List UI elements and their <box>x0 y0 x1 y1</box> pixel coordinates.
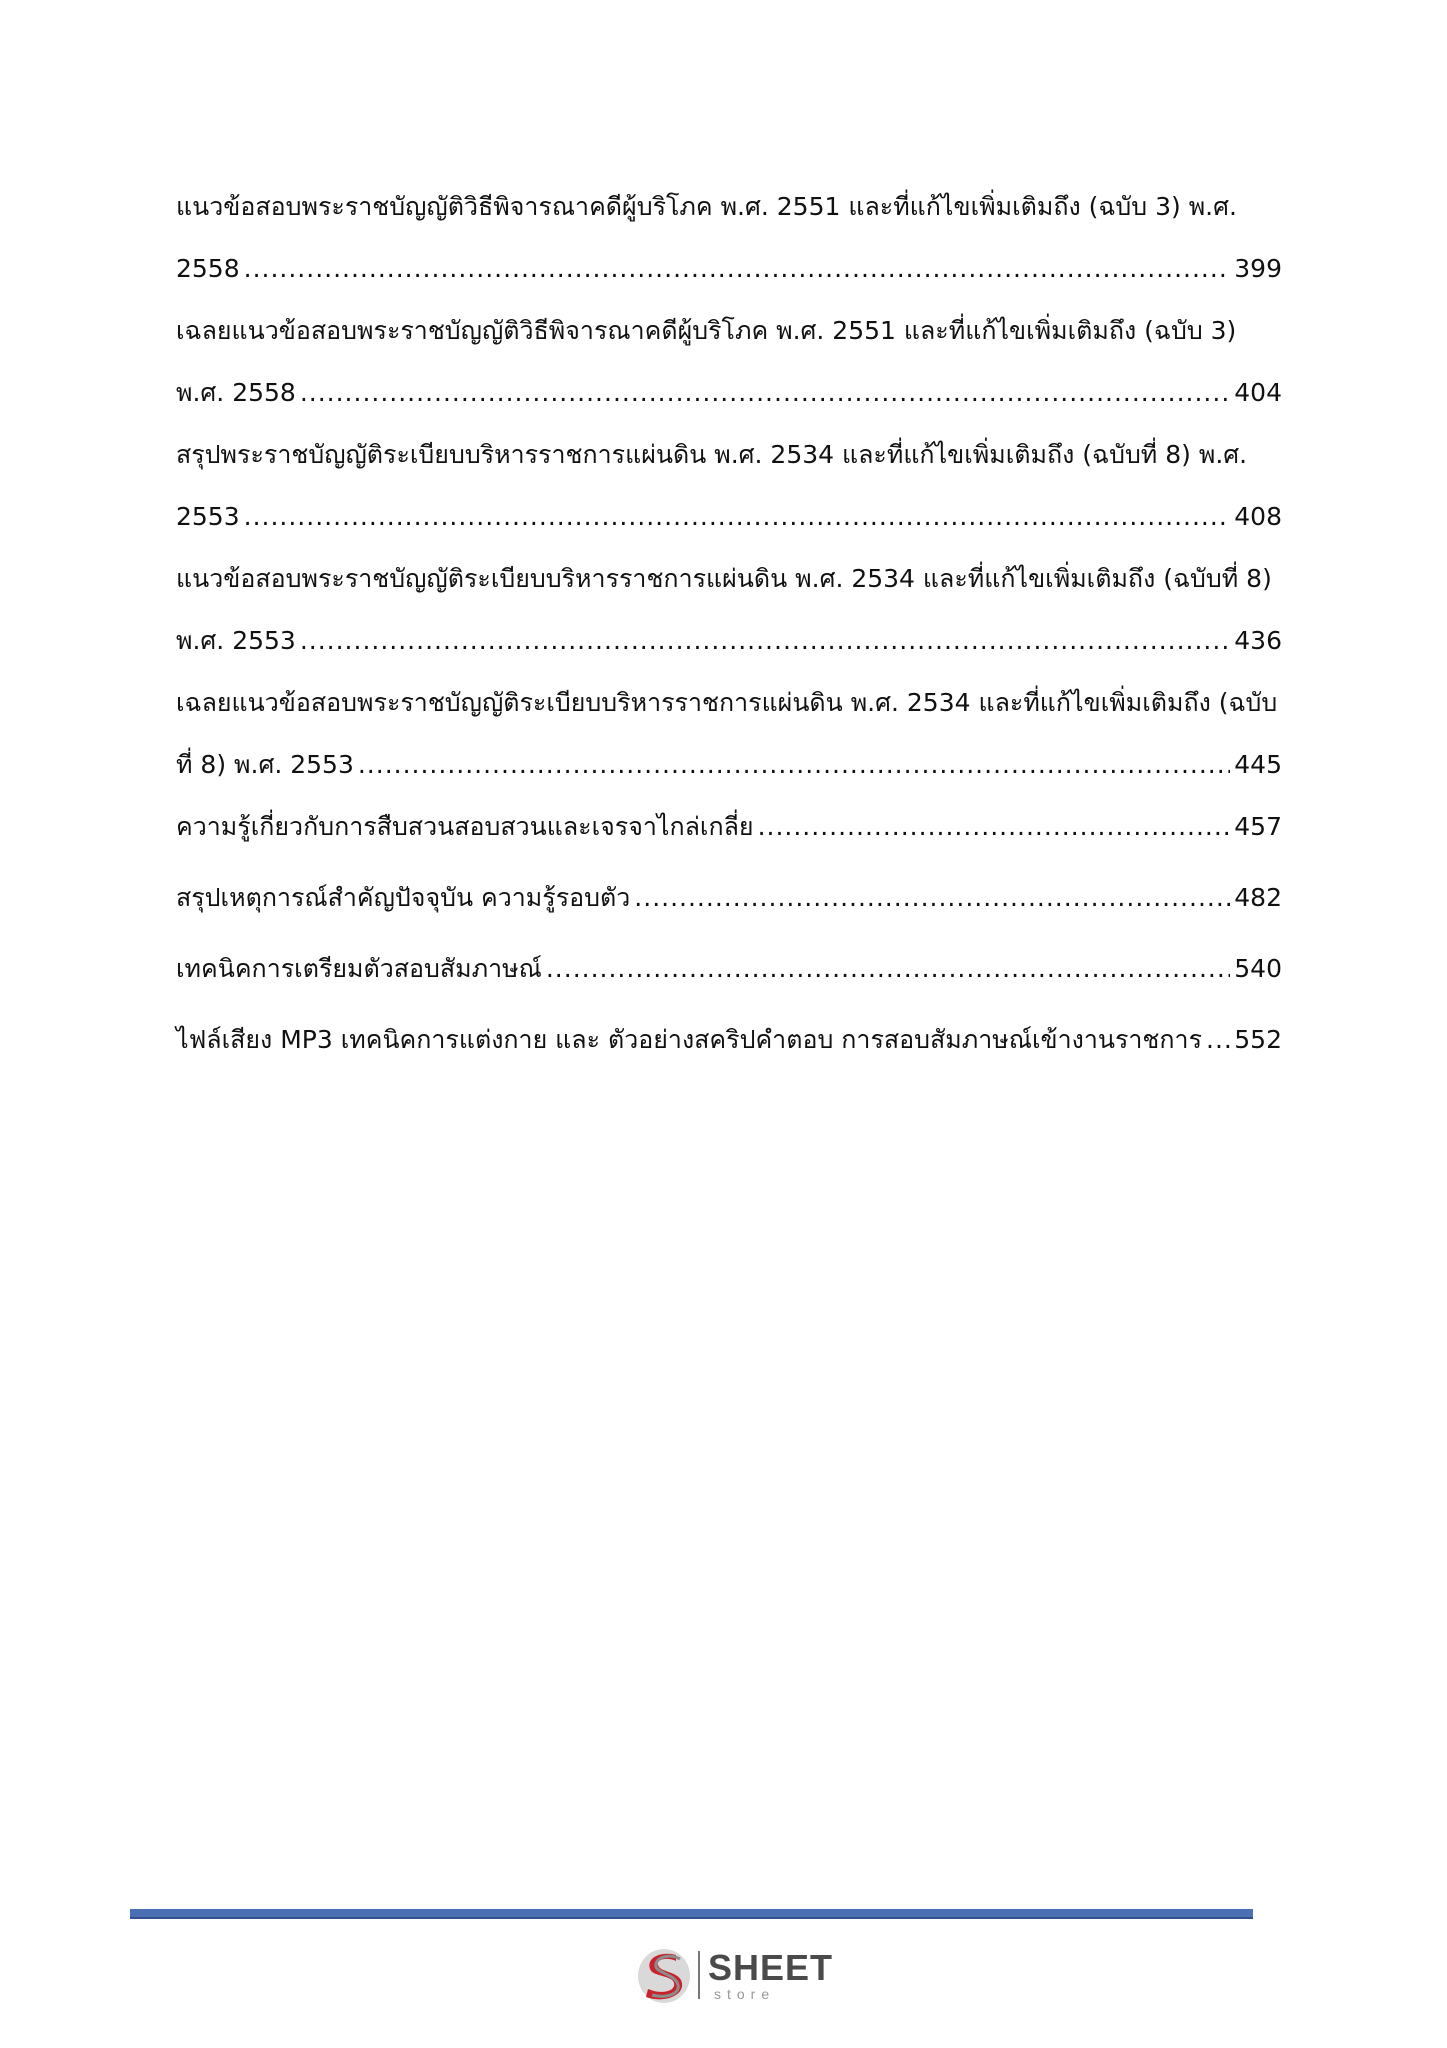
dot-leader <box>244 486 1231 548</box>
dot-leader <box>1206 1009 1230 1071</box>
dot-leader <box>634 867 1230 929</box>
logo-subtitle: store <box>714 1985 776 2002</box>
toc-entry-title-row <box>176 1009 1282 1071</box>
toc-entry-title-line2: พ.ศ. 2553 <box>176 626 296 655</box>
toc-entry-page-number: 445 <box>1234 750 1282 779</box>
toc-entry-title-line2-row <box>176 362 1282 424</box>
sheet-store-logo-icon <box>636 1945 692 2005</box>
toc-entry-page-number: 540 <box>1234 954 1282 983</box>
toc-entry[interactable] <box>176 796 1282 858</box>
sheet-store-logo <box>636 1943 836 2007</box>
toc-entry[interactable] <box>176 424 1282 548</box>
toc-entry-title-line1: แนวข้อสอบพระราชบัญญัติวิธีพิจารณาคดีผู้บริโภค พ.ศ. 2551 และที่แก้ไขเพิ่มเติมถึง (ฉบับ 3) พ.ศ. <box>176 192 1237 221</box>
toc-entry-page-number: 482 <box>1234 883 1282 912</box>
toc-entry-page-number: 404 <box>1234 378 1282 407</box>
dot-leader <box>300 362 1230 424</box>
toc-entry-title: ความรู้เกี่ยวกับการสืบสวนสอบสวนและเจรจาไกล่เกลี่ย <box>176 812 754 841</box>
toc-entry-title: ไฟล์เสียง MP3 เทคนิคการแต่งกาย และ ตัวอย่างสคริปคำตอบ การสอบสัมภาษณ์เข้างานราชการ <box>176 1025 1203 1054</box>
logo-separator <box>698 1951 700 1999</box>
toc-entry-title-line2: ที่ 8) พ.ศ. 2553 <box>176 750 354 779</box>
toc-entry[interactable] <box>176 672 1282 796</box>
table-of-contents <box>176 176 1282 1080</box>
toc-entry[interactable] <box>176 176 1282 300</box>
dot-leader <box>358 734 1230 796</box>
toc-entry[interactable] <box>176 867 1282 929</box>
toc-entry[interactable] <box>176 300 1282 424</box>
toc-entry-page-number: 436 <box>1234 626 1282 655</box>
toc-entry-title: เทคนิคการเตรียมตัวสอบสัมภาษณ์ <box>176 954 542 983</box>
toc-entry-page-number: 552 <box>1234 1025 1282 1054</box>
toc-entry-title-row <box>176 867 1282 929</box>
toc-entry-title-line2-row <box>176 238 1282 300</box>
logo-wordmark: SHEET <box>708 1946 834 1988</box>
toc-entry-title-line1: เฉลยแนวข้อสอบพระราชบัญญัติวิธีพิจารณาคดีผู้บริโภค พ.ศ. 2551 และที่แก้ไขเพิ่มเติมถึง (ฉบับ 3) <box>176 316 1237 345</box>
toc-entry-title-line2: พ.ศ. 2558 <box>176 378 296 407</box>
toc-entry-title-line1: สรุปพระราชบัญญัติระเบียบบริหารราชการแผ่นดิน พ.ศ. 2534 และที่แก้ไขเพิ่มเติมถึง (ฉบับที่ 8) พ.ศ. <box>176 440 1248 469</box>
dot-leader <box>244 238 1231 300</box>
toc-entry-page-number: 399 <box>1234 254 1282 283</box>
toc-entry-title-line1: แนวข้อสอบพระราชบัญญัติระเบียบบริหารราชการแผ่นดิน พ.ศ. 2534 และที่แก้ไขเพิ่มเติมถึง (ฉบับที่ 8) <box>176 564 1272 593</box>
dot-leader <box>758 796 1231 858</box>
toc-entry-title-row <box>176 796 1282 858</box>
toc-entry-title-line1: เฉลยแนวข้อสอบพระราชบัญญัติระเบียบบริหารราชการแผ่นดิน พ.ศ. 2534 และที่แก้ไขเพิ่มเติมถึง (ฉบับ <box>176 688 1278 717</box>
footer-rule <box>130 1909 1253 1919</box>
dot-leader <box>546 938 1230 1000</box>
toc-entry-title-line2-row <box>176 486 1282 548</box>
toc-entry[interactable] <box>176 938 1282 1000</box>
toc-entry[interactable] <box>176 548 1282 672</box>
toc-entry-title-line2-row <box>176 610 1282 672</box>
toc-entry-title-line2: 2553 <box>176 502 240 531</box>
toc-entry-title: สรุปเหตุการณ์สำคัญปัจจุบัน ความรู้รอบตัว <box>176 883 631 912</box>
toc-entry[interactable] <box>176 1009 1282 1071</box>
toc-entry-title-row <box>176 938 1282 1000</box>
toc-entry-title-line2: 2558 <box>176 254 240 283</box>
toc-entry-page-number: 408 <box>1234 502 1282 531</box>
dot-leader <box>300 610 1230 672</box>
logo-text <box>708 1946 834 2002</box>
toc-entry-page-number: 457 <box>1234 812 1282 841</box>
toc-entry-title-line2-row <box>176 734 1282 796</box>
